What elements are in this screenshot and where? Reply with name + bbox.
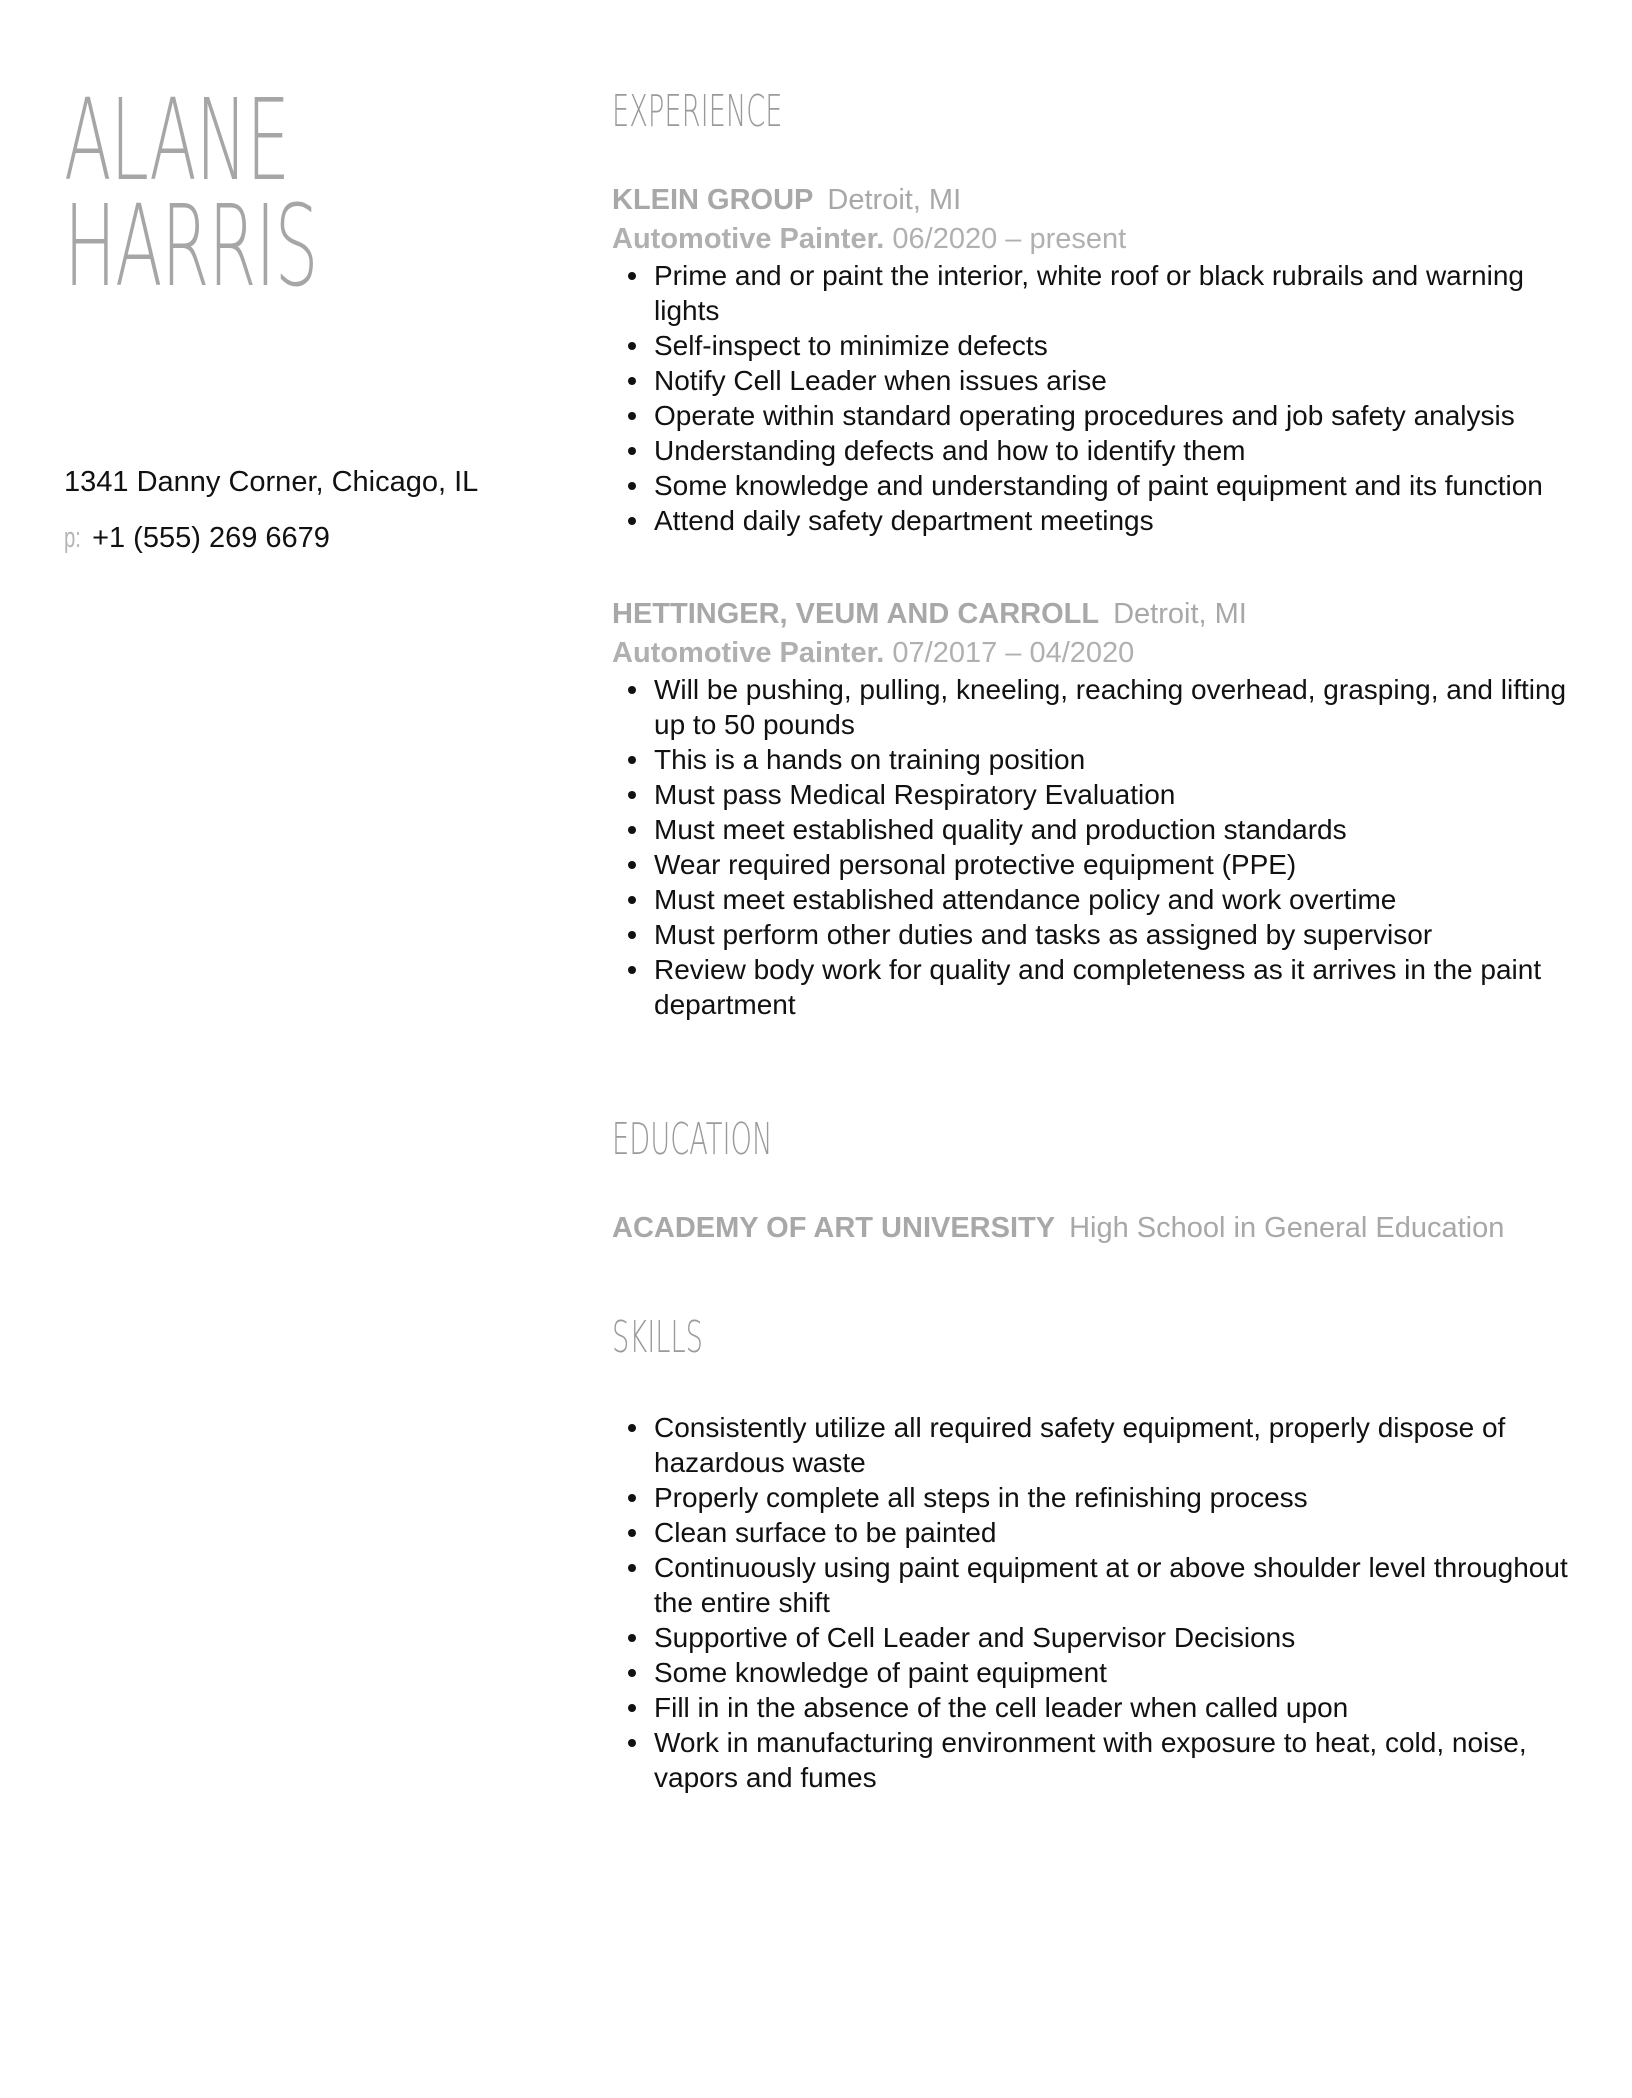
phone-row (64, 518, 584, 558)
list-item: Will be pushing, pulling, kneeling, reaching overhead, grasping, and lifting up to 50 pounds (654, 672, 1572, 742)
job-bullets (612, 258, 1572, 538)
contact-info (64, 462, 584, 558)
job-header (612, 594, 1572, 634)
experience-section (612, 86, 1572, 1022)
job-entry (612, 180, 1572, 538)
job-location: Detroit, MI (1113, 598, 1247, 630)
job-bullets (612, 672, 1572, 1022)
last-name: HARRIS (64, 182, 318, 312)
skills-heading: SKILLS (612, 1312, 703, 1363)
job-title: Automotive Painter. (612, 223, 885, 255)
skills-list (612, 1410, 1572, 1795)
list-item: Must meet established attendance policy and work overtime (654, 882, 1572, 917)
company-name: KLEIN GROUP (612, 184, 814, 216)
list-item: Some knowledge of paint equipment (654, 1655, 1572, 1690)
list-item: Work in manufacturing environment with exposure to heat, cold, noise, vapors and fumes (654, 1725, 1572, 1795)
list-item: Self-inspect to minimize defects (654, 328, 1572, 363)
right-column (612, 86, 1572, 1795)
job-dates: 06/2020 – present (892, 223, 1127, 255)
first-name: ALANE (64, 76, 289, 206)
job-header (612, 180, 1572, 220)
list-item: Understanding defects and how to identify them (654, 433, 1572, 468)
list-item: Consistently utilize all required safety equipment, properly dispose of hazardous waste (654, 1410, 1572, 1480)
phone-number: +1 (555) 269 6679 (92, 522, 330, 554)
experience-heading: EXPERIENCE (612, 86, 783, 137)
job-dates: 07/2017 – 04/2020 (892, 637, 1135, 669)
candidate-name (64, 76, 374, 312)
job-entry (612, 594, 1572, 1022)
school-name: ACADEMY OF ART UNIVERSITY (612, 1212, 1056, 1244)
phone-label: p: (64, 522, 81, 554)
list-item: Review body work for quality and completeness as it arrives in the paint department (654, 952, 1572, 1022)
list-item: Notify Cell Leader when issues arise (654, 363, 1572, 398)
address: 1341 Danny Corner, Chicago, IL (64, 466, 479, 498)
job-role (612, 634, 1572, 672)
list-item: Some knowledge and understanding of paint equipment and its function (654, 468, 1572, 503)
list-item: Prime and or paint the interior, white roof or black rubrails and warning lights (654, 258, 1572, 328)
list-item: Continuously using paint equipment at or above shoulder level throughout the entire shift (654, 1550, 1572, 1620)
job-title: Automotive Painter. (612, 637, 885, 669)
left-column (64, 76, 564, 312)
list-item: Clean surface to be painted (654, 1515, 1572, 1550)
education-section (612, 1114, 1572, 1248)
education-entry (612, 1208, 1572, 1248)
list-item: Must perform other duties and tasks as assigned by supervisor (654, 917, 1572, 952)
list-item: Operate within standard operating procedures and job safety analysis (654, 398, 1572, 433)
list-item: Must pass Medical Respiratory Evaluation (654, 777, 1572, 812)
list-item: Fill in in the absence of the cell leader when called upon (654, 1690, 1572, 1725)
job-role (612, 220, 1572, 258)
education-heading: EDUCATION (612, 1114, 773, 1165)
list-item: Must meet established quality and production standards (654, 812, 1572, 847)
list-item: Wear required personal protective equipment (PPE) (654, 847, 1572, 882)
list-item: This is a hands on training position (654, 742, 1572, 777)
list-item: Supportive of Cell Leader and Supervisor Decisions (654, 1620, 1572, 1655)
skills-section (612, 1312, 1572, 1795)
job-location: Detroit, MI (827, 184, 962, 216)
company-name: HETTINGER, VEUM AND CARROLL (612, 598, 1100, 630)
list-item: Attend daily safety department meetings (654, 503, 1572, 538)
list-item: Properly complete all steps in the refinishing process (654, 1480, 1572, 1515)
degree: High School in General Education (1069, 1212, 1505, 1244)
